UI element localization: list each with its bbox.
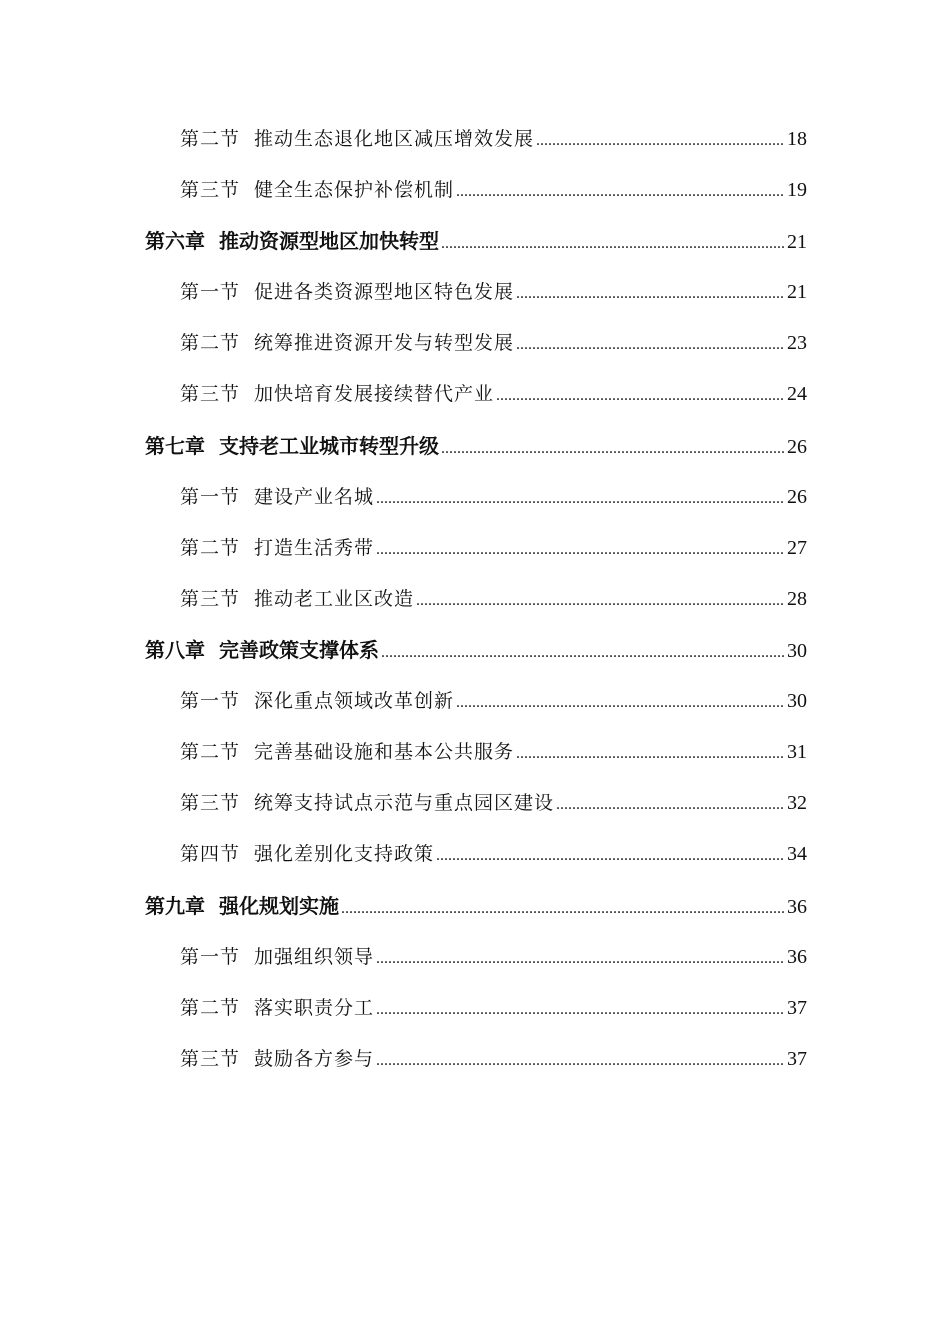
toc-entry-label <box>180 374 494 414</box>
toc-entry-label <box>180 834 434 874</box>
section-title: 建设产业名城 <box>254 486 375 508</box>
page-number: 37 <box>787 1048 807 1070</box>
dot-leader <box>381 633 785 673</box>
page-number: 21 <box>787 231 807 253</box>
section-number: 第二节 <box>180 741 241 763</box>
section-number: 第二节 <box>180 537 241 559</box>
toc-entry-label <box>145 886 339 926</box>
page-number: 30 <box>787 640 807 662</box>
toc-entry-label <box>145 426 439 466</box>
dot-leader <box>441 224 785 264</box>
chapter-number: 第九章 <box>145 894 205 918</box>
toc-entry-section[interactable] <box>180 834 807 874</box>
page-number: 26 <box>787 486 807 508</box>
toc-entry-label <box>180 579 414 619</box>
page-number: 24 <box>787 383 807 405</box>
dot-leader <box>436 836 785 876</box>
dot-leader <box>376 990 785 1030</box>
dot-leader <box>536 121 785 161</box>
toc-entry-section[interactable] <box>180 119 807 159</box>
section-number: 第一节 <box>180 690 241 712</box>
page-number: 36 <box>787 896 807 918</box>
chapter-number: 第六章 <box>145 229 205 253</box>
section-number: 第三节 <box>180 383 241 405</box>
toc-entry-chapter[interactable] <box>145 630 807 670</box>
section-title: 深化重点领域改革创新 <box>254 690 455 712</box>
section-number: 第二节 <box>180 997 241 1019</box>
toc-entry-label <box>180 528 374 568</box>
section-title: 打造生活秀带 <box>254 537 375 559</box>
toc-entry-section[interactable] <box>180 732 807 772</box>
chapter-title: 推动资源型地区加快转型 <box>219 229 439 253</box>
toc-entry-label <box>180 732 514 772</box>
toc-entry-label <box>145 221 439 261</box>
page-number: 30 <box>787 690 807 712</box>
dot-leader <box>376 939 785 979</box>
section-number: 第四节 <box>180 843 241 865</box>
dot-leader <box>556 785 785 825</box>
section-number: 第二节 <box>180 128 241 150</box>
toc-entry-label <box>180 119 534 159</box>
toc-entry-section[interactable] <box>180 1039 807 1079</box>
section-title: 鼓励各方参与 <box>254 1048 375 1070</box>
toc-entry-section[interactable] <box>180 783 807 823</box>
chapter-number: 第八章 <box>145 638 205 662</box>
section-title: 强化差别化支持政策 <box>254 843 435 865</box>
dot-leader <box>416 581 785 621</box>
dot-leader <box>376 1041 785 1081</box>
page-number: 32 <box>787 792 807 814</box>
page-number: 21 <box>787 281 807 303</box>
page-number: 37 <box>787 997 807 1019</box>
dot-leader <box>516 274 785 314</box>
toc-entry-section[interactable] <box>180 681 807 721</box>
toc-entry-label <box>180 170 454 210</box>
toc-entry-label <box>180 477 374 517</box>
toc-entry-section[interactable] <box>180 528 807 568</box>
page-number: 19 <box>787 179 807 201</box>
toc-entry-section[interactable] <box>180 988 807 1028</box>
dot-leader <box>516 325 785 365</box>
dot-leader <box>341 889 785 929</box>
toc-entry-section[interactable] <box>180 272 807 312</box>
toc-entry-label <box>180 272 514 312</box>
toc-entry-label <box>180 323 514 363</box>
page-number: 23 <box>787 332 807 354</box>
toc-entry-section[interactable] <box>180 374 807 414</box>
page-number: 18 <box>787 128 807 150</box>
section-number: 第一节 <box>180 486 241 508</box>
section-title: 完善基础设施和基本公共服务 <box>254 741 515 763</box>
section-title: 统筹推进资源开发与转型发展 <box>254 332 515 354</box>
toc-entry-label <box>180 681 454 721</box>
section-title: 推动老工业区改造 <box>254 588 415 610</box>
page-number: 28 <box>787 588 807 610</box>
section-title: 加强组织领导 <box>254 946 375 968</box>
section-title: 推动生态退化地区减压增效发展 <box>254 128 535 150</box>
page-number: 26 <box>787 436 807 458</box>
section-title: 加快培育发展接续替代产业 <box>254 383 495 405</box>
page-number: 34 <box>787 843 807 865</box>
chapter-number: 第七章 <box>145 434 205 458</box>
toc-entry-chapter[interactable] <box>145 221 807 261</box>
page-number: 36 <box>787 946 807 968</box>
chapter-title: 支持老工业城市转型升级 <box>219 434 439 458</box>
dot-leader <box>376 479 785 519</box>
toc-entry-label <box>180 783 554 823</box>
page-number: 27 <box>787 537 807 559</box>
chapter-title: 完善政策支撑体系 <box>219 638 379 662</box>
section-number: 第三节 <box>180 1048 241 1070</box>
toc-entry-section[interactable] <box>180 323 807 363</box>
section-title: 健全生态保护补偿机制 <box>254 179 455 201</box>
toc-entry-chapter[interactable] <box>145 886 807 926</box>
dot-leader <box>456 172 785 212</box>
section-number: 第三节 <box>180 588 241 610</box>
toc-entry-chapter[interactable] <box>145 426 807 466</box>
toc-entry-section[interactable] <box>180 170 807 210</box>
section-title: 落实职责分工 <box>254 997 375 1019</box>
toc-entry-label <box>180 937 374 977</box>
toc-entry-section[interactable] <box>180 579 807 619</box>
dot-leader <box>441 429 785 469</box>
toc-entry-section[interactable] <box>180 477 807 517</box>
section-number: 第三节 <box>180 179 241 201</box>
page-number: 31 <box>787 741 807 763</box>
dot-leader <box>516 734 785 774</box>
chapter-title: 强化规划实施 <box>219 894 339 918</box>
dot-leader <box>456 683 785 723</box>
toc-entry-section[interactable] <box>180 937 807 977</box>
dot-leader <box>496 376 785 416</box>
toc-entry-label <box>180 988 374 1028</box>
section-number: 第二节 <box>180 332 241 354</box>
section-number: 第一节 <box>180 281 241 303</box>
section-title: 统筹支持试点示范与重点园区建设 <box>254 792 555 814</box>
section-title: 促进各类资源型地区特色发展 <box>254 281 515 303</box>
toc-entry-label <box>145 630 379 670</box>
dot-leader <box>376 530 785 570</box>
section-number: 第三节 <box>180 792 241 814</box>
toc-entry-label <box>180 1039 374 1079</box>
section-number: 第一节 <box>180 946 241 968</box>
